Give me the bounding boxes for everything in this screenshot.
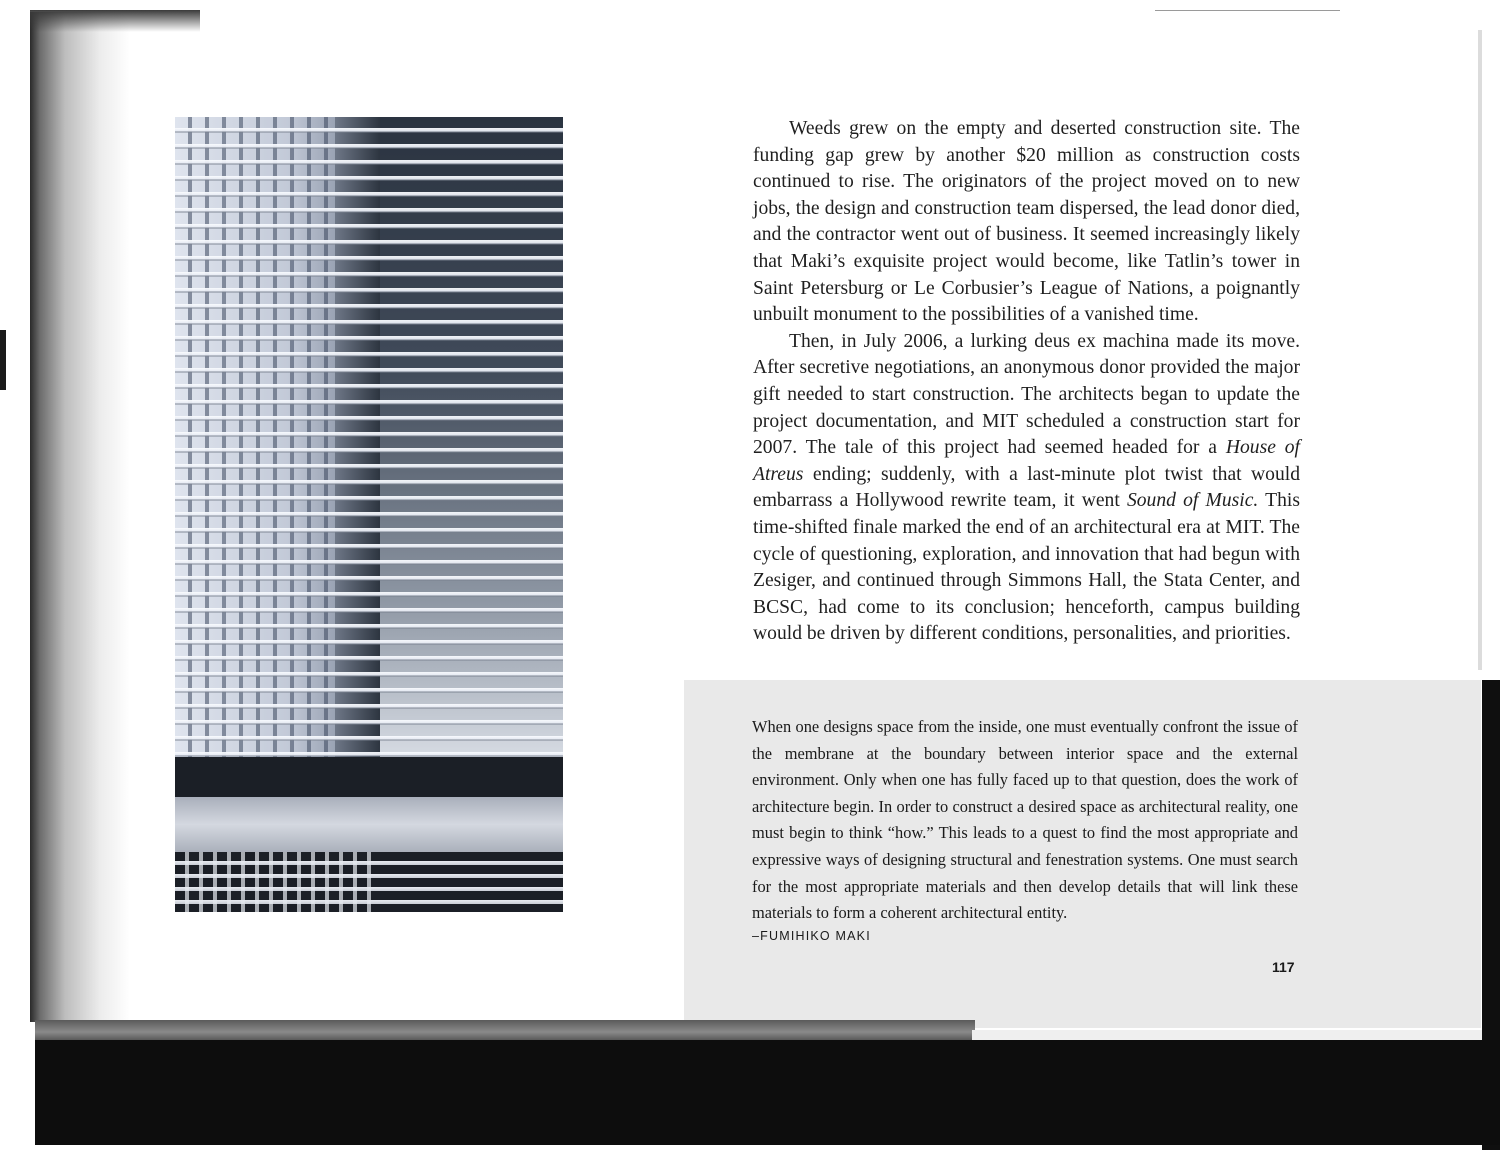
body-text xyxy=(753,116,1300,648)
top-hairline xyxy=(1155,10,1340,11)
paragraph-2-part-1: Then, in July 2006, a lurking deus ex machina made its move. After secretive negotiations, an anonymous donor provided the major gift needed to start construction. The architects began to update the project documentation, and MIT scheduled a construction start for 2007. The tale of this project had seemed headed for a xyxy=(753,330,1300,459)
quote-text: When one designs space from the inside, one must eventually confront the issue of the membrane at the boundary between interior space and the external environment. Only when one has fully faced up to that question, does the work of architecture begin. In order to construct a desired space as architectural reality, one must begin to think “how.” This leads to a quest to find the most appropriate and expressive ways of designing structural and fenestration systems. One must search for the most appropriate materials and then develop details that will link these materials to form a coherent architectural entity. xyxy=(752,717,1298,923)
book-spine-shadow xyxy=(30,12,130,1022)
paragraph-2-part-3: This time-shifted finale marked the end of an architectural era at MIT. The cycle of questioning, exploration, and innovation that had begun with Zesiger, and continued through Simmons Hall, the Stata Center, and BCSC, had come to its conclusion; henceforth, campus building would be driven by different conditions, personalities, and priorities. xyxy=(753,490,1300,645)
quote-attribution: –FUMIHIKO MAKI xyxy=(752,929,871,943)
paragraph-1: Weeds grew on the empty and deserted construction site. The funding gap grew by another $20 million as construction costs continued to rise. The originators of the project moved on to new jobs, the design and construction team dispersed, the lead donor died, and the contractor went out of business. It seemed increasingly likely that Maki’s exquisite project would become, like Tatlin’s tower in Saint Petersburg or Le Corbusier’s League of Nations, a poignantly unbuilt monument to the possibilities of a vanished time. xyxy=(753,118,1300,326)
page-number: 117 xyxy=(1272,959,1295,975)
facade-photograph xyxy=(175,117,563,912)
top-corner-shadow xyxy=(30,10,200,32)
italic-sound-of-music: Sound of Music. xyxy=(1126,490,1259,512)
paragraph-2-part-2: ending; suddenly, with a last-minute plot twist that would embarrass a Hollywood rewrite team, it went xyxy=(753,463,1300,512)
photo-louver-slats xyxy=(175,117,563,757)
photo-lower-mullions xyxy=(175,852,375,912)
right-page-edge-strip xyxy=(1478,30,1482,670)
italic-house-of-atreus: House of Atreus xyxy=(753,437,1300,485)
photo-lower-light-band xyxy=(175,797,563,852)
scanner-background xyxy=(35,1040,1500,1145)
paragraph-2 xyxy=(753,329,1300,648)
left-page-edge xyxy=(0,330,6,390)
